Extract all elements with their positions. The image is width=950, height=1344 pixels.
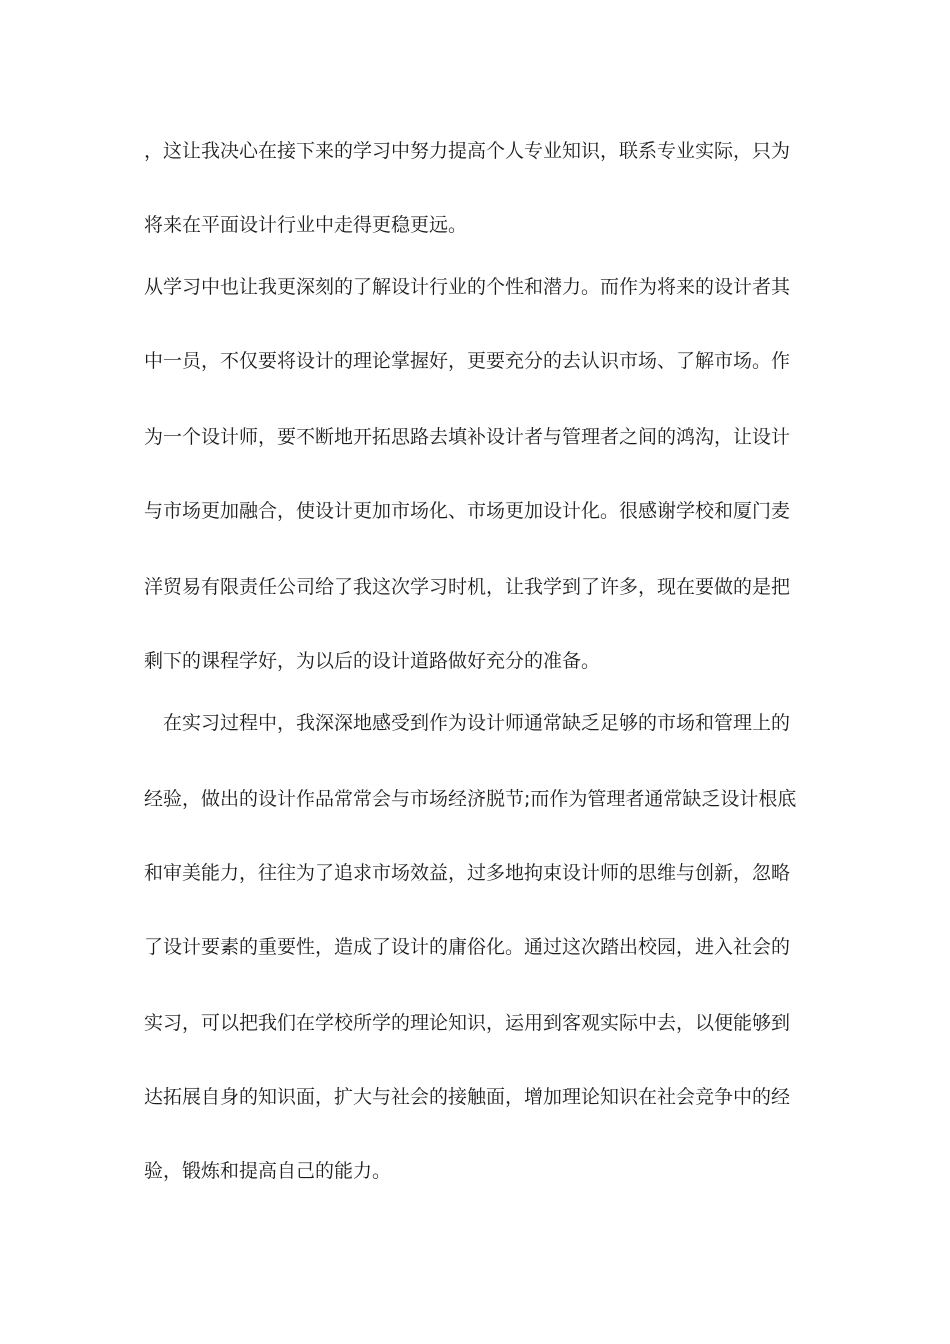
text-line: 在实习过程中，我深深地感受到作为设计师通常缺乏足够的市场和管理上的 (144, 712, 791, 734)
text-line: 与市场更加融合，使设计更加市场化、市场更加设计化。很感谢学校和厦门麦 (144, 500, 791, 522)
text-line: ，这让我决心在接下来的学习中努力提高个人专业知识，联系专业实际，只为 (144, 140, 791, 162)
text-line: 实习，可以把我们在学校所学的理论知识，运用到客观实际中去，以便能够到 (144, 1012, 791, 1034)
text-line: 达拓展自身的知识面，扩大与社会的接触面，增加理论知识在社会竞争中的经 (144, 1086, 791, 1108)
text-line: 和审美能力，往往为了追求市场效益，过多地拘束设计师的思维与创新，忽略 (144, 862, 791, 884)
text-line: 验，锻炼和提高自己的能力。 (144, 1160, 392, 1182)
text-line: 剩下的课程学好，为以后的设计道路做好充分的准备。 (144, 650, 601, 672)
text-line: 了设计要素的重要性，造成了设计的庸俗化。通过这次踏出校园，进入社会的 (144, 936, 791, 958)
text-line: 中一员，不仅要将设计的理论掌握好，更要充分的去认识市场、了解市场。作 (144, 350, 791, 372)
text-line: 洋贸易有限责任公司给了我这次学习时机，让我学到了许多，现在要做的是把 (144, 576, 791, 598)
text-line: 经验，做出的设计作品常常会与市场经济脱节;而作为管理者通常缺乏设计根底 (144, 788, 797, 810)
text-line: 为一个设计师，要不断地开拓思路去填补设计者与管理者之间的鸿沟，让设计 (144, 426, 791, 448)
text-line: 从学习中也让我更深刻的了解设计行业的个性和潜力。而作为将来的设计者其 (144, 276, 791, 298)
text-line: 将来在平面设计行业中走得更稳更远。 (144, 214, 468, 236)
